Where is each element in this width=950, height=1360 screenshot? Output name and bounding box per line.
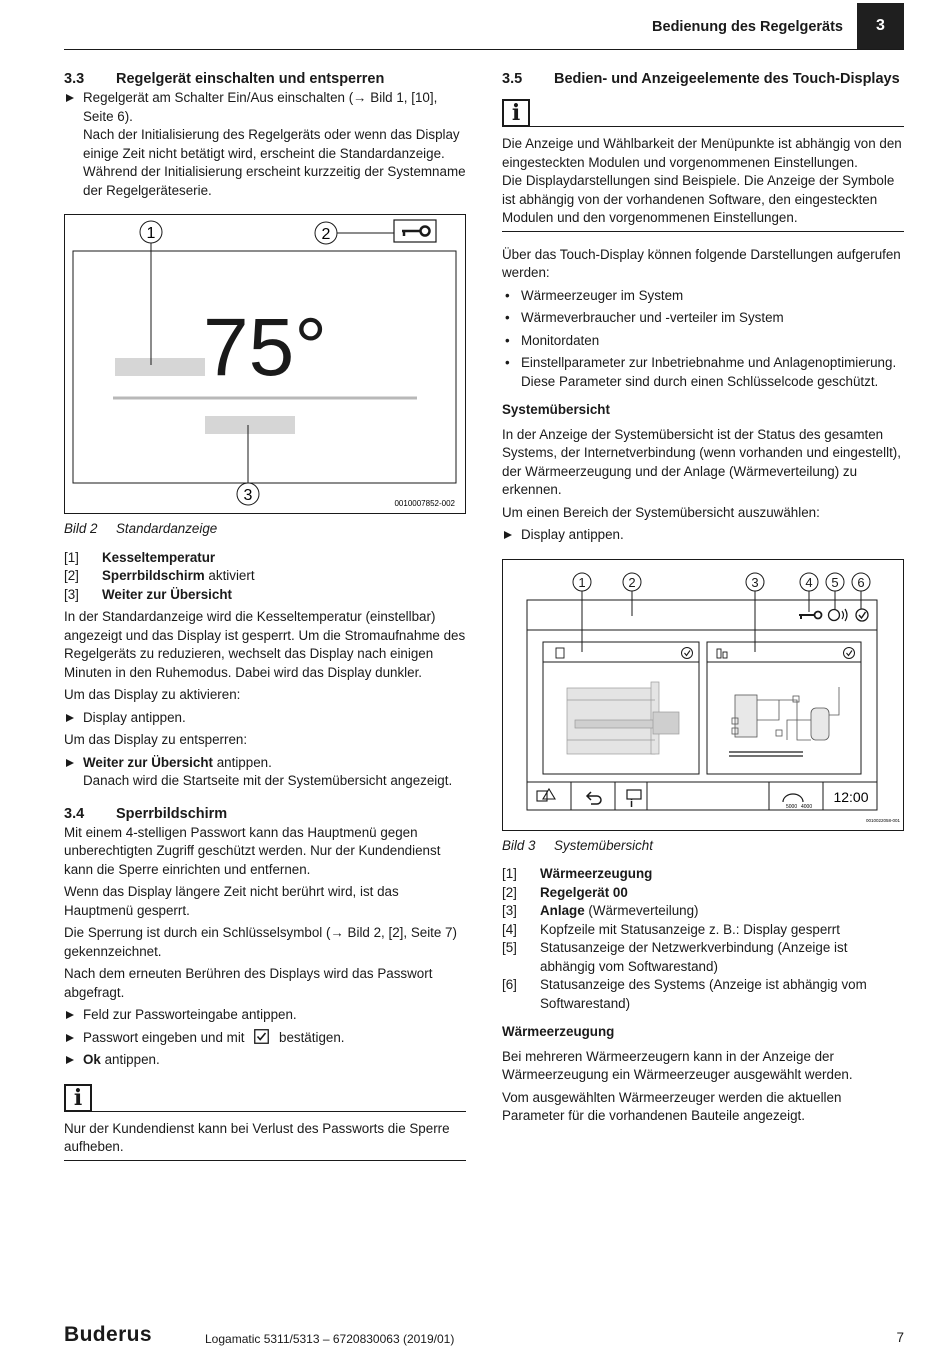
paragraph: In der Anzeige der Systemübersicht ist der Status des gesamten Systems, der Internetverbindung (wenn vorhanden und eingestellt), der Wärmeerzeugung und der Anlage (Wärmeverteilung) zu erkennen. [502,426,901,497]
bullet-item: • Wärmeerzeuger im System [502,287,904,306]
info-menu-icon [627,790,641,810]
system-status-icon [856,609,868,621]
paragraph: Nach dem erneuten Berühren des Displays wird das Passwort abgefragt. [64,966,433,1000]
check-icon [844,647,855,658]
gauge-right-value: 4000 [801,803,813,810]
clock-time: 12:00 [833,788,869,805]
paragraph: Bei mehreren Wärmeerzeugern kann in der Anzeige der Wärmeerzeugung ein Wärmeerzeuger ausgewählt werden. [502,1048,853,1082]
bullet-item: • Einstellparameter zur Inbetriebnahme und Anlagenoptimierung. Diese Parameter sind durch einen Schlüsselcode geschützt. [502,354,904,391]
callout-3: 3 [243,487,253,504]
legend-item: [6] Statusanzeige des Systems (Anzeige ist abhängig vom Softwarestand) [502,977,867,1011]
header-rule [64,49,904,50]
temperature-label-placeholder [115,358,205,376]
check-icon [682,647,693,658]
back-icon [587,792,601,804]
paragraph: Während der Initialisierung erscheint kurzzeitig der Systemname der Regelgeräteserie. [83,164,466,198]
subheading: Systemübersicht [502,402,610,417]
legend-item: [3] Weiter zur Übersicht [64,586,232,602]
left-column [64,70,466,1161]
section-heading-3-5 [502,70,904,89]
callout-2: 2 [321,226,331,243]
legend-item: [2] Regelgerät 00 [502,884,628,900]
system-overview-illustration [503,560,903,830]
legend-item: [4] Kopfzeile mit Statusanzeige z. B.: Display gesperrt [502,921,840,937]
section-title: Regelgerät einschalten und entsperren [116,71,385,87]
figure-standard-display [64,214,466,514]
gauge-left-value: 5000 [786,803,798,810]
caption-number: Bild 3 [502,837,536,853]
warning-icon [537,789,555,801]
section-number: 3.3 [64,71,85,87]
standard-display-illustration [65,215,465,513]
svg-text:i: i [630,797,634,810]
caption-text: Systemübersicht [554,837,653,853]
paragraph: Mit einem 4-stelligen Passwort kann das Hauptmenü gegen unberechtigten Zugriff geschützt werden. Nur der Kundendienst kann die Sperre einrichten und entfernen. [64,824,441,877]
legend-item: [3] Anlage (Wärmeverteilung) [502,903,699,918]
section-heading-3-4 [64,805,466,824]
callout-5: 5 [831,574,839,590]
boiler-temperature-readout: 75° [203,302,328,393]
subheading: Wärmeerzeugung [502,1024,615,1039]
legend-item: [1] Kesseltemperatur [64,549,216,565]
paragraph: Vom ausgewählten Wärmeerzeuger werden die aktuellen Parameter für die vorhandenen Bauteile angezeigt. [502,1089,842,1123]
paragraph: Nach der Initialisierung des Regelgeräts oder wenn das Display einige Zeit nicht betätigt wird, erscheint die Standardanzeige. [83,127,460,161]
checkbox-confirm-icon [254,1029,269,1044]
brand-logo: Buderus [64,1323,152,1346]
section-title: Sperrbildschirm [116,805,228,822]
instruction-step: Display antippen. [64,709,466,728]
paragraph: Um das Display zu aktivieren: [64,687,241,702]
instruction-step: Passwort eingeben und mit bestätigen. [64,1029,466,1048]
section-title: Bedien- und Anzeigeelemente des Touch-Displays [554,71,900,87]
legend-item: [2] Sperrbildschirm aktiviert [64,568,255,583]
instruction-step: Feld zur Passworteingabe antippen. [64,1006,466,1025]
paragraph: Um einen Bereich der Systemübersicht auszuwählen: [502,504,820,520]
info-box-header [64,1084,466,1114]
legend-item: [5] Statusanzeige der Netzwerkverbindung (Anzeige ist abhängig vom Softwarestand) [502,940,848,974]
gauge-icon [783,794,803,802]
heating-system-illustration [729,687,839,756]
info-text: Die Displaydarstellungen sind Beispiele. Die Anzeige der Symbole ist abhängig von der vorhandenen Software, den eingesteckten Modulen und den vorgenommenen Einstellungen. [502,173,895,225]
info-icon: i [502,99,530,127]
key-icon [799,611,822,619]
callout-6: 6 [857,574,865,590]
figure-code: 0010022058-001 [865,817,900,823]
instruction-step: Regelgerät am Schalter Ein/Aus einschalten (→ Bild 1, [10], Seite 6). [64,89,466,126]
legend-item: [1] Wärmeerzeugung [502,866,653,881]
boiler-illustration [567,682,679,754]
section-number: 3.4 [64,805,85,822]
instruction-step: Ok antippen. [64,1051,466,1070]
section-number: 3.5 [502,71,523,87]
system-icon [717,649,727,658]
info-text: Nur der Kundendienst kann bei Verlust des Passworts die Sperre aufheben. [64,1120,450,1154]
callout-4: 4 [805,574,813,590]
paragraph: Um das Display zu entsperren: [64,732,248,747]
figure-system-overview [502,559,904,831]
figure-code: 0010007852-002 [394,499,455,508]
callout-1: 1 [578,574,586,590]
network-status-icon [829,609,848,621]
info-box-rule [64,1160,466,1161]
callout-1: 1 [146,225,156,242]
callout-3: 3 [751,574,759,590]
paragraph: Über das Touch-Display können folgende Darstellungen aufgerufen werden: [502,246,901,280]
overview-button-placeholder [205,416,295,434]
figure-caption [502,837,904,856]
figure-caption [64,520,466,539]
right-column [502,70,904,1126]
info-box-header [502,99,904,129]
info-text: Die Anzeige und Wählbarkeit der Menüpunkte ist abhängig von den eingesteckten Modulen und vorgenommenen Einstellungen. [502,136,902,170]
bullet-item: • Monitordaten [502,332,904,351]
caption-text: Standardanzeige [116,521,218,536]
instruction-step: Display antippen. [502,526,904,545]
caption-number: Bild 2 [64,521,98,536]
paragraph: In der Standardanzeige wird die Kesseltemperatur (einstellbar) angezeigt und das Display ist gesperrt. Um die Stromaufnahme des Regelgeräts zu reduzieren, wechselt das Display nach einigen Minuten in den Ruhemodus. Dabei wird das Display dunkler. [64,609,466,680]
document-reference: Logamatic 5311/5313 – 6720830063 (2019/01) [205,1332,455,1346]
info-icon: i [64,1084,92,1112]
paragraph: Die Sperrung ist durch ein Schlüsselsymbol (→ Bild 2, [2], Seite 7) gekennzeichnet. [64,925,457,959]
boiler-icon [556,648,564,658]
paragraph: Danach wird die Startseite mit der Systemübersicht angezeigt. [83,773,453,788]
paragraph: Wenn das Display längere Zeit nicht berührt wird, ist das Hauptmenü gesperrt. [64,884,399,918]
page-number: 7 [896,1330,904,1345]
instruction-step: Weiter zur Übersicht antippen. [64,754,466,773]
chapter-number-tab: 3 [857,3,904,50]
callout-2: 2 [628,574,636,590]
section-heading-3-3 [64,70,466,89]
bullet-item: • Wärmeverbraucher und -verteiler im System [502,309,904,328]
running-header-title: Bedienung des Regelgeräts [652,19,843,35]
